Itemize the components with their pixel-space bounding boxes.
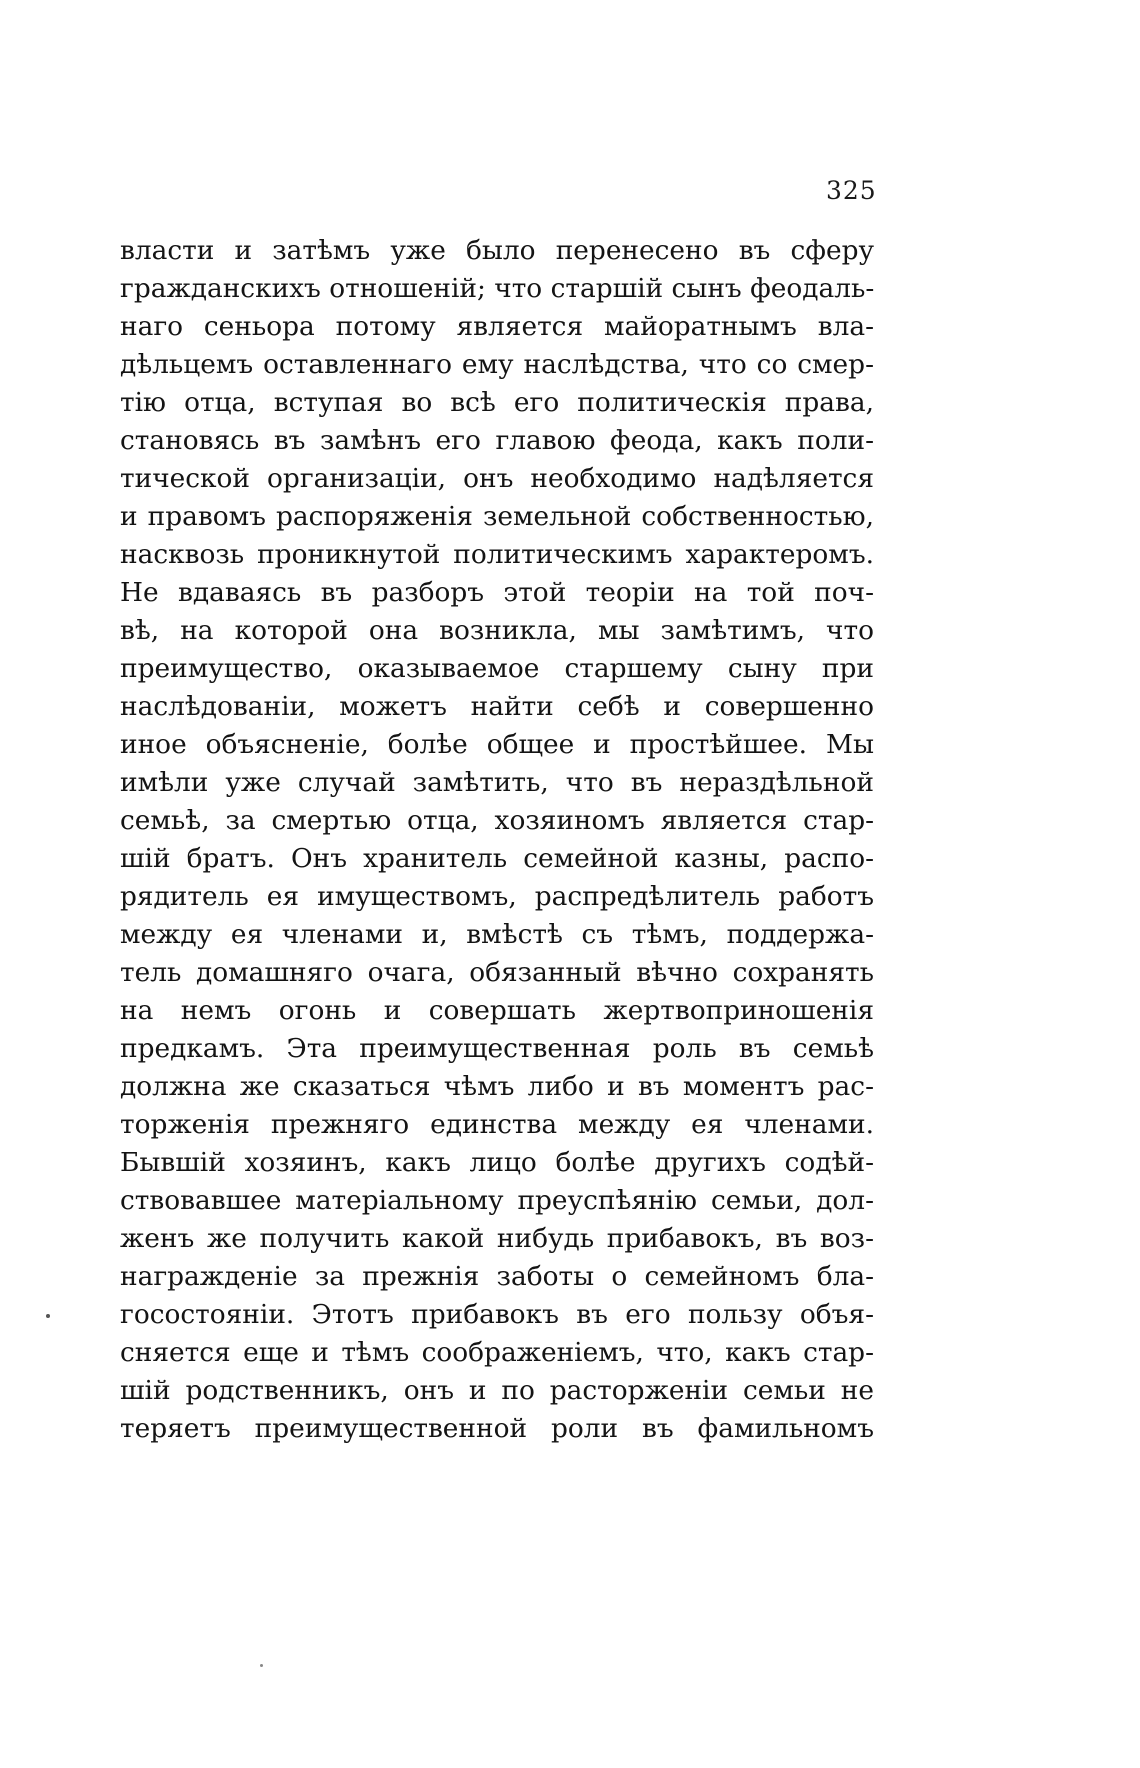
margin-speck	[260, 1664, 263, 1667]
text-line: сняется еще и тѣмъ соображеніемъ, что, какъ стар-	[120, 1337, 874, 1368]
text-line: рядитель ея имуществомъ, распредѣлитель работъ	[120, 881, 874, 912]
text-line: насквозь проникнутой политическимъ характеромъ.	[120, 539, 874, 570]
text-line: на немъ огонь и совершать жертвоприношенія	[120, 995, 874, 1026]
text-line: становясь въ замѣнъ его главою феода, какъ поли-	[120, 425, 874, 456]
text-line: награжденіе за прежнія заботы о семейномъ бла-	[120, 1261, 874, 1292]
text-line: торженія прежняго единства между ея членами.	[120, 1109, 874, 1140]
text-line: семьѣ, за смертью отца, хозяиномъ является стар-	[120, 805, 874, 836]
text-line: шій братъ. Онъ хранитель семейной казны, распо-	[120, 843, 874, 874]
text-line: госостояніи. Этотъ прибавокъ въ его пользу объя-	[120, 1299, 874, 1330]
text-line: наго сеньора потому является майоратнымъ вла-	[120, 311, 874, 342]
text-line: женъ же получить какой нибудь прибавокъ, въ воз-	[120, 1223, 874, 1254]
text-line: вѣ, на которой она возникла, мы замѣтимъ, что	[120, 615, 874, 646]
text-line: должна же сказаться чѣмъ либо и въ моментъ рас-	[120, 1071, 874, 1102]
text-line: тію отца, вступая во всѣ его политическія права,	[120, 387, 874, 418]
text-line: Бывшій хозяинъ, какъ лицо болѣе другихъ содѣй-	[120, 1147, 874, 1178]
text-line: и правомъ распоряженія земельной собственностью,	[120, 501, 874, 532]
text-line: гражданскихъ отношеній; что старшій сынъ феодаль-	[120, 273, 874, 304]
text-line: имѣли уже случай замѣтить, что въ нераздѣльной	[120, 767, 874, 798]
text-line: между ея членами и, вмѣстѣ съ тѣмъ, поддержа-	[120, 919, 874, 950]
text-line: наслѣдованіи, можетъ найти себѣ и совершенно	[120, 691, 874, 722]
text-line: преимущество, оказываемое старшему сыну при	[120, 653, 874, 684]
text-line: дѣльцемъ оставленнаго ему наслѣдства, что со смер-	[120, 349, 874, 380]
body-text	[120, 232, 874, 1448]
text-line: ствовавшее матеріальному преуспѣянію семьи, дол-	[120, 1185, 874, 1216]
page-number: 325	[826, 176, 877, 205]
text-line: теряетъ преимущественной роли въ фамильномъ	[120, 1413, 874, 1444]
text-line: предкамъ. Эта преимущественная роль въ семьѣ	[120, 1033, 874, 1064]
text-line: шій родственникъ, онъ и по расторженіи семьи не	[120, 1375, 874, 1406]
text-line: тической организаціи, онъ необходимо надѣляется	[120, 463, 874, 494]
text-line: тель домашняго очага, обязанный вѣчно сохранять	[120, 957, 874, 988]
text-line: иное объясненіе, болѣе общее и простѣйшее. Мы	[120, 729, 874, 760]
text-line: власти и затѣмъ уже было перенесено въ сферу	[120, 235, 874, 266]
margin-speck	[46, 1314, 50, 1318]
text-line: Не вдаваясь въ разборъ этой теоріи на той поч-	[120, 577, 874, 608]
